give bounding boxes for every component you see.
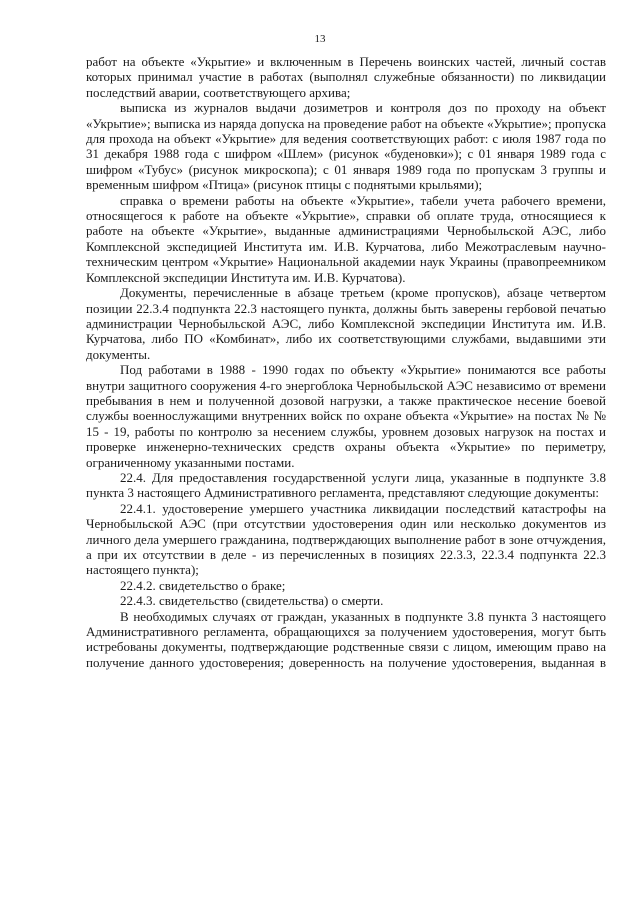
paragraph-dosimeter-extract: выписка из журналов выдачи дозиметров и контроля доз по проходу на объект «Укрытие»; выписка из наряда допуска на проведение работ на объекте «Укрытие»; пропуска для прохода на объект «Укрытие» для ведения соответствующих работ: с июля 1987 года по 31 декабря 1988 года с шифром «Шлем» (рисунок «буденовки»); с 01 января 1989 года с шифром «Тубус» (рисунок микроскопа); с 01 января 1989 года по пропускам 3 группы и временным шифром «Птица» (рисунок птицы с поднятыми крыльями); — [86, 100, 606, 193]
document-body — [86, 54, 606, 670]
paragraph-additional-documents: В необходимых случаях от граждан, указанных в подпункте 3.8 пункта 3 настоящего Административного регламента, обращающихся за получением удостоверения, могут быть истребованы документы, подтверждающие родственные связи с лицом, имеющим право на получение данного удостоверения; доверенность на получение удостоверения, выданная в — [86, 608, 606, 670]
paragraph-certification-requirements: Документы, перечисленные в абзаце третьем (кроме пропусков), абзаце четвертом позиции 22.3.4 подпункта 22.3 настоящего пункта, должны быть заверены гербовой печатью администрации Чернобыльской АЭС, либо Комплексной экспедиции Института им. И.В. Курчатова, либо ПО «Комбинат», либо их соответствующими службами, выдавшими эти документы. — [86, 285, 606, 362]
paragraph-22-4-2: 22.4.2. свидетельство о браке; — [120, 577, 286, 593]
paragraph-ukrytie-works-definition: Под работами в 1988 - 1990 годах по объекту «Укрытие» понимаются все работы внутри защитного сооружения 4-го энергоблока Чернобыльской АЭС независимо от времени пребывания в нем и полученной дозовой нагрузки, а также практическое несение боевой службы военнослужащими внутренних войск по охране объекта «Укрытие» на постах № № 15 - 19, работы по контролю за несением службы, уровнем дозовых нагрузок на постах и проверке инженерно-технических средств охраны объекта «Укрытие» по периметру, ограниченному указанными постами. — [86, 362, 606, 470]
paragraph-work-time-certificate: справка о времени работы на объекте «Укрытие», табели учета рабочего времени, относящегося к работе на объекте «Укрытие», справки об оплате труда, относящиеся к работе на объекте «Укрытие», выданные администрациями Чернобыльской АЭС, либо Комплексной экспедицией Института им. И.В. Курчатова, либо Межотраслевым научно-техническим центром «Укрытие» Национальной академии наук Украины (правопреемником Комплексной экспедиции Института им. И.В. Курчатова). — [86, 192, 606, 285]
paragraph-archive-continuation: работ на объекте «Укрытие» и включенным в Перечень воинских частей, личный состав которых принимал участие в работах (выполнял служебные обязанности) по ликвидации последствий аварии, соответствующего архива; — [86, 54, 606, 100]
page-number: 13 — [314, 33, 326, 45]
paragraph-22-4-3: 22.4.3. свидетельство (свидетельства) о смерти. — [120, 593, 384, 609]
paragraph-22-4-1: 22.4.1. удостоверение умершего участника ликвидации последствий катастрофы на Чернобыльской АЭС (при отсутствии удостоверения один или несколько документов из личного дела умершего гражданина, подтверждающих выполнение работ в зоне отчуждения, а при их отсутствии в деле - из перечисленных в позициях 22.3.3, 22.3.4 подпункта 22.3 настоящего пункта); — [86, 500, 606, 578]
paragraph-22-4: 22.4. Для предоставления государственной услуги лица, указанные в подпункте 3.8 пункта 3 настоящего Административного регламента, представляют следующие документы: — [86, 469, 606, 501]
